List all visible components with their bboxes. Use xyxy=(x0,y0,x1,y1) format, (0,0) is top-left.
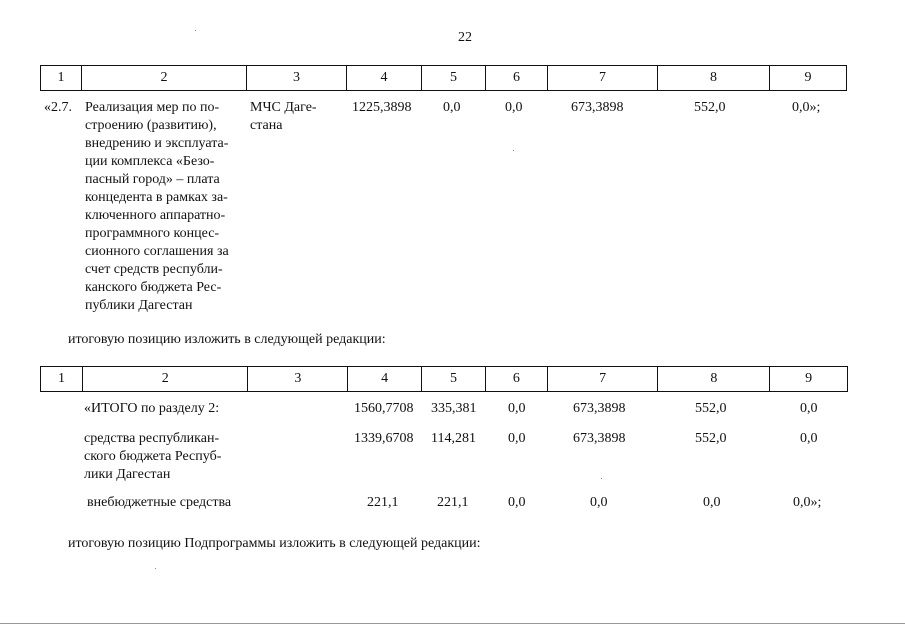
table1-row-number: «2.7. xyxy=(44,100,72,115)
table1-header-col-5: 5 xyxy=(422,66,486,90)
description-line: внедрению и эксплуата- xyxy=(85,136,229,151)
executor-line: стана xyxy=(250,118,283,133)
table2-row-label: внебюджетные средства xyxy=(87,495,232,510)
table2-row-col-7: 0,0 xyxy=(590,495,608,510)
table2-header-col-3: 3 xyxy=(248,367,348,391)
table2-row-col-7: 673,3898 xyxy=(573,431,626,446)
description-line: программного концес- xyxy=(85,226,220,241)
paragraph-itogovaya-poziciya: итоговую позицию изложить в следующей редакции: xyxy=(68,332,386,347)
table2-header-col-4: 4 xyxy=(348,367,422,391)
table2-row-col-4: 1560,7708 xyxy=(354,401,414,416)
table2-row-label: «ИТОГО по разделу 2: xyxy=(84,401,220,416)
table1-row-col-4: 1225,3898 xyxy=(352,100,412,115)
table2-header-col-6: 6 xyxy=(486,367,548,391)
table2-header-col-5: 5 xyxy=(422,367,486,391)
table1-header-col-8: 8 xyxy=(658,66,770,90)
label-line: средства республикан- xyxy=(84,431,220,446)
page-bottom-edge xyxy=(0,623,905,624)
table1-row-col-8: 552,0 xyxy=(694,100,726,115)
table1-row-executor xyxy=(250,99,317,135)
table2-row-label xyxy=(84,430,221,484)
table2-header-row xyxy=(40,366,848,392)
table2-row-col-9: 0,0 xyxy=(800,431,818,446)
table2-header-col-1: 1 xyxy=(41,367,83,391)
table2-row-col-8: 0,0 xyxy=(703,495,721,510)
table2-row-col-8: 552,0 xyxy=(695,431,727,446)
table1-header-col-2: 2 xyxy=(82,66,247,90)
scan-speck xyxy=(195,30,196,31)
table2-row-col-9: 0,0»; xyxy=(793,495,822,510)
table2-row-col-5: 221,1 xyxy=(437,495,469,510)
table1-header-col-9: 9 xyxy=(804,70,812,85)
table2-header-col-2: 2 xyxy=(83,367,249,391)
scan-speck xyxy=(513,150,514,151)
table2-header-col-8: 8 xyxy=(658,367,770,391)
table2-row-col-4: 221,1 xyxy=(367,495,399,510)
description-line: Реализация мер по по- xyxy=(85,100,220,115)
page-number: 22 xyxy=(458,30,472,45)
table1-row-col-6: 0,0 xyxy=(505,100,523,115)
table2-row-col-8: 552,0 xyxy=(695,401,727,416)
description-line: строению (развитию), xyxy=(85,118,217,133)
scan-speck xyxy=(155,568,156,569)
table1-header-col-7: 7 xyxy=(548,66,658,90)
table2-row-col-5: 335,381 xyxy=(431,401,477,416)
table2-header-col-9: 9 xyxy=(805,371,813,386)
scan-speck xyxy=(601,478,602,479)
table2-header-col-7: 7 xyxy=(548,367,659,391)
table1-header-row xyxy=(40,65,847,91)
table1-header-col-4: 4 xyxy=(347,66,422,90)
table1-row-col-5: 0,0 xyxy=(443,100,461,115)
label-line: лики Дагестан xyxy=(84,467,171,482)
description-line: ключенного аппаратно- xyxy=(85,208,226,223)
description-line: счет средств республи- xyxy=(85,262,223,277)
description-line: концедента в рамках за- xyxy=(85,190,228,205)
table1-row-description xyxy=(85,99,229,315)
label-line: ского бюджета Респуб- xyxy=(84,449,222,464)
description-line: ции комплекса «Безо- xyxy=(85,154,215,169)
table2-row-col-5: 114,281 xyxy=(431,431,476,446)
table2-row-col-6: 0,0 xyxy=(508,431,526,446)
table1-header-col-3: 3 xyxy=(247,66,347,90)
table1-row-col-7: 673,3898 xyxy=(571,100,624,115)
description-line: канского бюджета Рес- xyxy=(85,280,222,295)
table2-row-col-9: 0,0 xyxy=(800,401,818,416)
table2-row-col-4: 1339,6708 xyxy=(354,431,414,446)
description-line: пасный город» – плата xyxy=(85,172,220,187)
description-line: публики Дагестан xyxy=(85,298,193,313)
table1-header-col-6: 6 xyxy=(486,66,548,90)
table2-row-col-6: 0,0 xyxy=(508,401,526,416)
table1-row-col-9: 0,0»; xyxy=(792,100,821,115)
table1-header-col-1: 1 xyxy=(41,66,82,90)
paragraph-itogovaya-poziciya-podprogrammy: итоговую позицию Подпрограммы изложить в следующей редакции: xyxy=(68,536,481,551)
description-line: сионного соглашения за xyxy=(85,244,229,259)
table2-row-col-6: 0,0 xyxy=(508,495,526,510)
executor-line: МЧС Даге- xyxy=(250,100,317,115)
table2-row-col-7: 673,3898 xyxy=(573,401,626,416)
